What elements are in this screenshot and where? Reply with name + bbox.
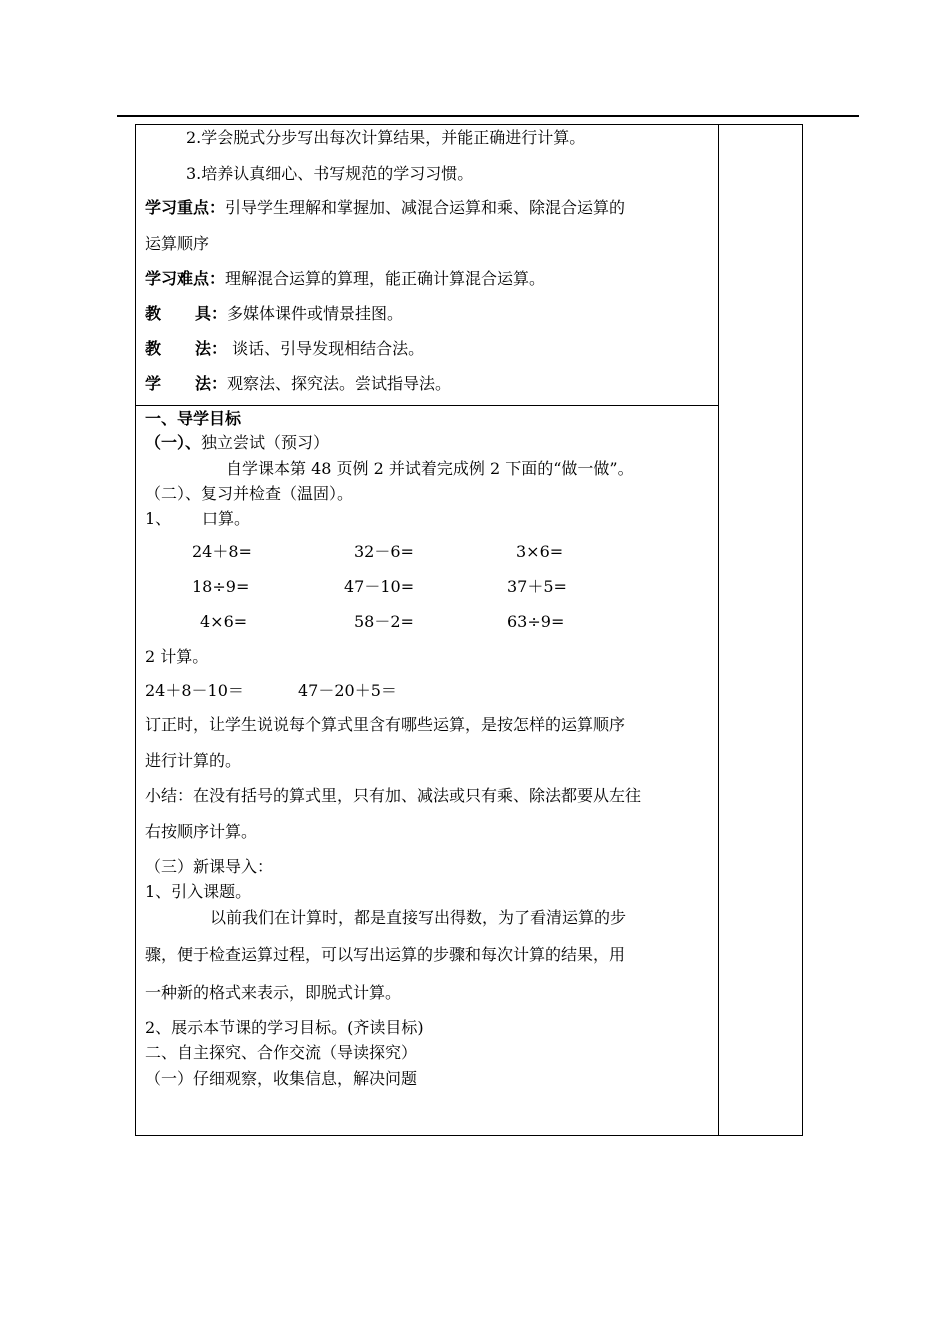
teach-method-label-b: 法： [195,339,228,358]
summary-line-1: 小结：在没有括号的算式里，只有加、减法或只有乘、除法都要从左往 [145,786,642,805]
teach-method-label-a: 教 [145,339,162,358]
teach-method-text: 谈话、引导发现相结合法。 [227,339,425,358]
oral-item: 47－10= [344,577,415,596]
section1-sub1-text: 独立尝试（预习） [201,433,330,452]
oral-label: 口算。 [202,509,251,528]
oral-item: 18÷9= [192,577,250,596]
section3-item1: 1、引入课题。 [145,882,252,901]
key-point-row [145,198,625,218]
correction-line-2: 进行计算的。 [145,751,242,770]
section2-title: 二、自主探究、合作交流（导读探究） [145,1043,418,1062]
calc-expr-2: 47－20＋5＝ [298,681,397,700]
learn-method-row [145,374,451,394]
calc-expr-1: 24＋8－10＝ [145,681,244,700]
section1-sub1-detail: 自学课本第 48 页例 2 并试着完成例 2 下面的“做一做”。 [226,459,634,478]
learn-method-label-a: 学 [145,374,162,393]
tools-text: 多媒体课件或情景挂图。 [227,304,404,323]
learn-method-label-b: 法： [195,374,228,393]
header-rule [117,115,859,117]
table-row-divider [135,405,719,406]
section3-para-2: 骤，便于检查运算过程，可以写出运算的步骤和每次计算的结果，用 [145,945,626,964]
oral-item: 63÷9= [507,612,565,631]
oral-item: 4×6= [200,612,248,631]
section3-para-1: 以前我们在计算时，都是直接写出得数，为了看清运算的步 [210,908,627,927]
table-column-divider [718,124,719,1136]
difficulty-label: 学习难点： [145,269,226,288]
difficulty-text: 理解混合运算的算理，能正确计算混合运算。 [225,269,546,288]
section3-title: （三）新课导入： [145,857,274,876]
section2-sub1: （一）仔细观察，收集信息，解决问题 [145,1069,418,1088]
learn-method-text: 观察法、探究法。尝试指导法。 [227,374,452,393]
goal-2: 2.学会脱式分步写出每次计算结果，并能正确进行计算。 [186,128,586,147]
oral-item: 58－2= [354,612,414,631]
oral-item: 3×6= [516,542,564,561]
correction-line-1: 订正时，让学生说说每个算式里含有哪些运算，是按怎样的运算顺序 [145,715,626,734]
section1-title: 一、导学目标 [145,409,242,428]
tools-label-b: 具： [195,304,228,323]
calc-label: 2 计算。 [145,647,209,666]
oral-item: 24＋8= [192,542,252,561]
oral-item: 37＋5= [507,577,567,596]
oral-item: 32－6= [354,542,414,561]
key-point-label: 学习重点： [145,198,226,217]
tools-label-a: 教 [145,304,162,323]
key-point-text-cont: 运算顺序 [145,234,210,253]
teach-method-row [145,339,424,359]
section1-sub2: （二）、复习并检查（温固）。 [145,484,354,503]
tools-row [145,304,403,324]
section3-para-3: 一种新的格式来表示，即脱式计算。 [145,983,402,1002]
section3-item2: 2、展示本节课的学习目标。(齐读目标) [145,1018,424,1037]
key-point-text: 引导学生理解和掌握加、减混合运算和乘、除混合运算的 [225,198,626,217]
section1-sub1-row [145,433,329,453]
summary-line-2: 右按顺序计算。 [145,822,258,841]
difficulty-row [145,269,545,289]
goal-3: 3.培养认真细心、书写规范的学习习惯。 [186,164,474,183]
oral-number: 1、 [145,509,172,528]
section1-sub1-label: （一）、 [145,433,202,452]
